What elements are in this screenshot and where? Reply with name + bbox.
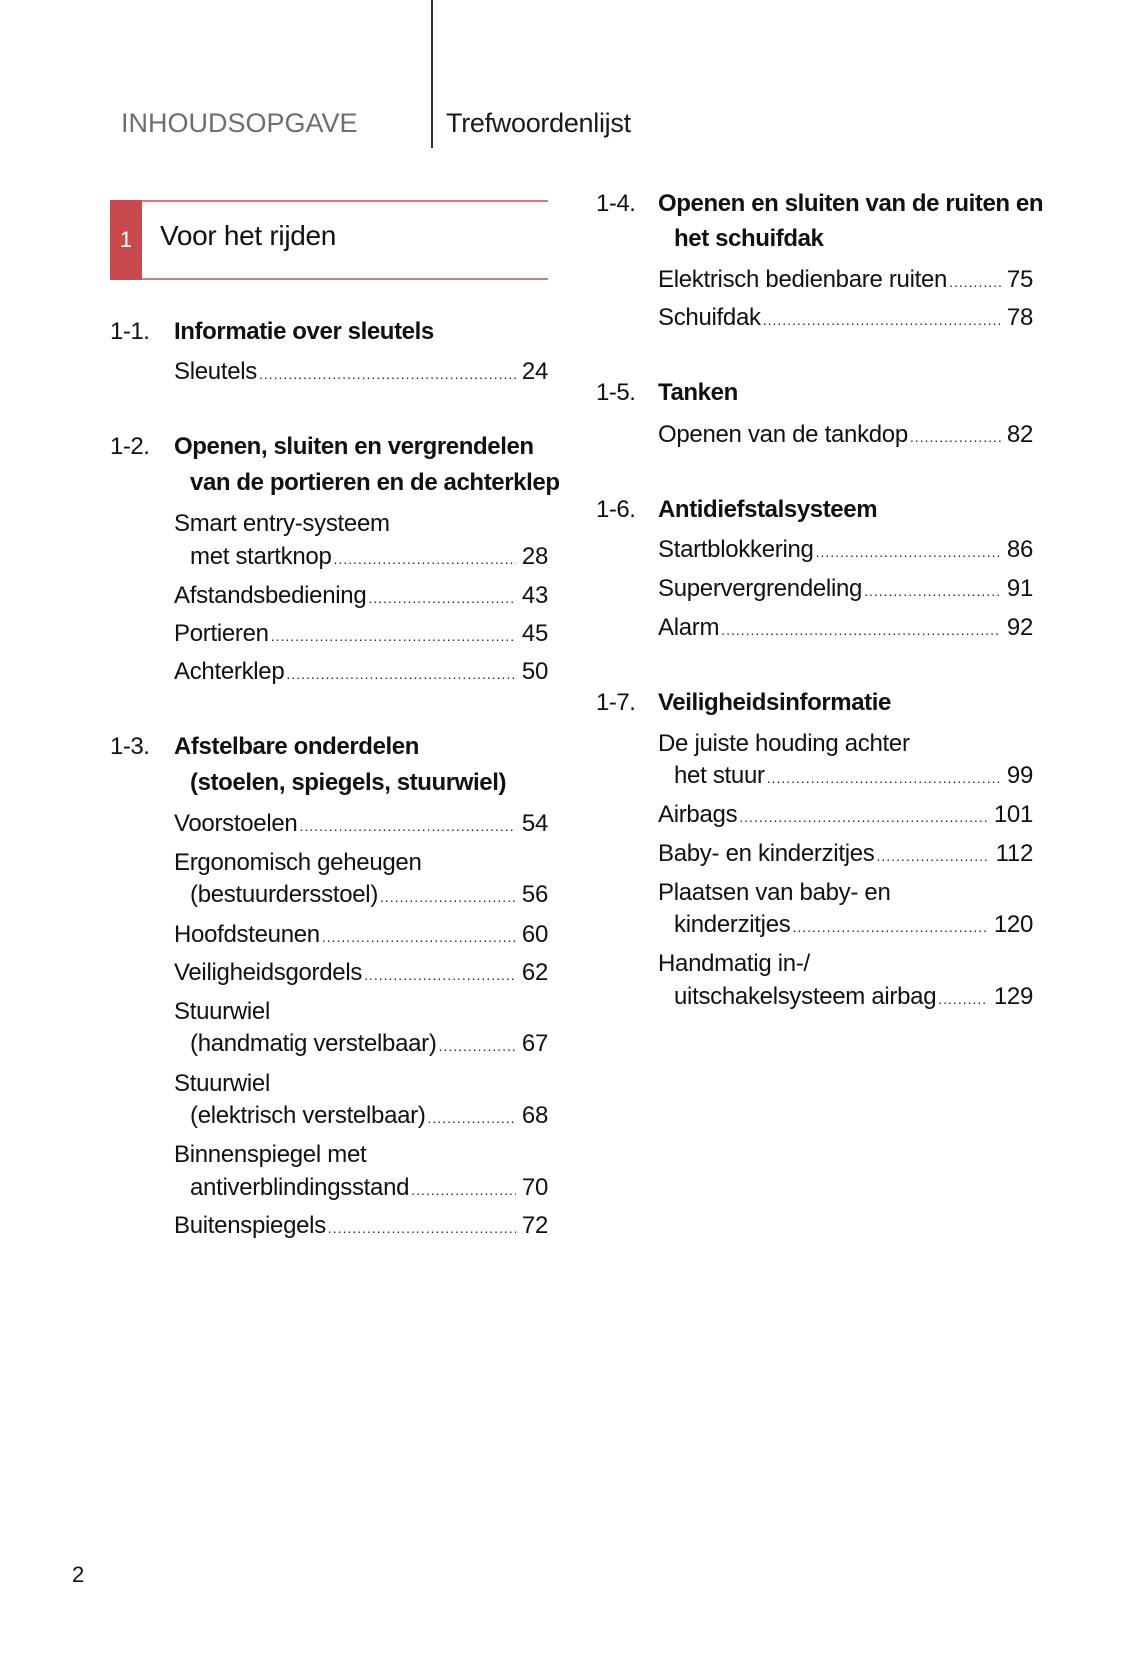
chapter-header [110,200,548,280]
entry-label: Stuurwiel [174,998,271,1025]
entry-page: 99 [1006,762,1033,789]
entry-label: antiverblindingsstand [190,1174,410,1201]
entry-page: 112 [995,840,1033,867]
leader-dots [259,366,516,382]
tab-index[interactable]: Trefwoordenlijst [446,108,631,138]
entry-page: 54 [521,810,548,837]
entry-label: Startblokkering [658,536,814,563]
chapter-title: Voor het rijden [160,220,337,251]
leader-dots [864,583,1001,599]
entry-label: (bestuurdersstoel) [190,881,379,908]
leader-dots [428,1110,516,1126]
entry-label: kinderzitjes [674,911,791,938]
entry-label: Alarm [658,614,720,641]
leader-dots [334,551,516,567]
entry-label: Sleutels [174,358,257,385]
entry-page: 68 [521,1102,548,1129]
leader-dots [364,967,516,983]
entry-label: Elektrisch bedienbare ruiten [658,266,948,293]
toc-entry[interactable] [174,582,548,610]
leader-dots [763,312,1001,328]
entry-label: Afstandsbediening [174,582,367,609]
chapter-bottom-rule [142,278,548,280]
entry-label: Voorstoelen [174,810,298,837]
leader-dots [380,889,516,905]
entry-label: Portieren [174,620,269,647]
entry-page: 60 [521,921,548,948]
entry-page: 101 [993,801,1033,828]
toc-entry[interactable] [190,1030,548,1058]
entry-label: Handmatig in-/ [658,950,810,977]
section-title[interactable]: Afstelbare onderdelen [174,733,419,760]
toc-entry[interactable] [658,840,1033,868]
entry-page: 120 [993,911,1033,938]
toc-entry[interactable] [174,658,548,686]
toc-entry[interactable] [174,921,548,949]
leader-dots [816,544,1001,560]
entry-page: 86 [1006,536,1033,563]
leader-dots [938,991,988,1007]
entry-page: 45 [521,620,548,647]
entry-label: het stuur [674,762,765,789]
entry-label: Stuurwiel [174,1070,271,1097]
section-title[interactable]: Tanken [658,379,738,406]
entry-label: uitschakelsysteem airbag [674,983,937,1010]
entry-page: 72 [521,1212,548,1239]
leader-dots [949,274,1001,290]
leader-dots [299,818,515,834]
chapter-number-badge: 1 [110,200,142,280]
entry-page: 62 [521,959,548,986]
toc-entry[interactable] [658,614,1033,642]
entry-label: Baby- en kinderzitjes [658,840,875,867]
header-divider [431,0,433,148]
leader-dots [721,622,1001,638]
entry-label: Achterklep [174,658,285,685]
section-number: 1-5. [596,379,636,406]
toc-entry[interactable] [174,620,548,648]
toc-entry[interactable] [658,304,1033,332]
leader-dots [739,809,988,825]
entry-page: 82 [1006,421,1033,448]
entry-label: Buitenspiegels [174,1212,326,1239]
entry-label: Ergonomisch geheugen [174,849,422,876]
entry-label: Binnenspiegel met [174,1141,367,1168]
entry-page: 56 [521,881,548,908]
entry-label: Veiligheidsgordels [174,959,363,986]
entry-label: Smart entry-systeem [174,510,390,537]
toc-entry[interactable] [658,536,1033,564]
entry-label: Supervergrendeling [658,575,863,602]
entry-page: 78 [1006,304,1033,331]
entry-label: Openen van de tankdop [658,421,908,448]
toc-entry[interactable] [658,421,1033,449]
section-title[interactable]: Openen en sluiten van de ruiten en [658,190,1044,217]
toc-entry[interactable] [190,543,548,571]
toc-entry[interactable] [174,358,548,386]
section-number: 1-6. [596,496,636,523]
section-number: 1-2. [110,433,150,460]
section-title[interactable]: Veiligheidsinformatie [658,689,891,716]
section-title-cont: (stoelen, spiegels, stuurwiel) [190,769,507,796]
entry-label: Schuifdak [658,304,761,331]
toc-entry[interactable] [174,810,548,838]
toc-entry[interactable] [190,1102,548,1130]
toc-entry[interactable] [190,881,548,909]
section-number: 1-3. [110,733,150,760]
entry-label: Plaatsen van baby- en [658,879,891,906]
toc-entry[interactable] [674,983,1033,1011]
section-title[interactable]: Informatie over sleutels [174,318,434,345]
entry-page: 50 [521,658,548,685]
chapter-top-rule [142,200,548,202]
section-title[interactable]: Openen, sluiten en vergrendelen [174,433,534,460]
entry-page: 24 [521,358,548,385]
entry-label: De juiste houding achter [658,730,910,757]
toc-entry[interactable] [658,266,1033,294]
section-title[interactable]: Antidiefstalsysteem [658,496,878,523]
toc-entry[interactable] [658,801,1033,829]
entry-page: 92 [1006,614,1033,641]
entry-label: Hoofdsteunen [174,921,320,948]
leader-dots [286,666,515,682]
leader-dots [910,429,1001,445]
section-title-cont: van de portieren en de achterklep [190,469,560,496]
toc-entry[interactable] [174,1212,548,1240]
toc-entry[interactable] [658,575,1033,603]
toc-entry[interactable] [190,1174,548,1202]
entry-page: 70 [521,1174,548,1201]
toc-entry[interactable] [674,911,1033,939]
entry-page: 75 [1006,266,1033,293]
leader-dots [876,848,989,864]
leader-dots [767,770,1001,786]
entry-page: 43 [521,582,548,609]
entry-page: 67 [521,1030,548,1057]
entry-page: 28 [521,543,548,570]
entry-label: met startknop [190,543,332,570]
entry-label: Airbags [658,801,738,828]
entry-page: 129 [993,983,1033,1010]
section-number: 1-1. [110,318,150,345]
leader-dots [411,1182,516,1198]
section-number: 1-4. [596,190,636,217]
leader-dots [271,628,516,644]
leader-dots [368,590,516,606]
toc-entry[interactable] [674,762,1033,790]
leader-dots [322,929,516,945]
toc-entry[interactable] [174,959,548,987]
leader-dots [328,1220,516,1236]
entry-label: (handmatig verstelbaar) [190,1030,437,1057]
entry-label: (elektrisch verstelbaar) [190,1102,426,1129]
tab-table-of-contents[interactable]: INHOUDSOPGAVE [121,108,358,138]
leader-dots [439,1038,516,1054]
entry-page: 91 [1006,575,1033,602]
section-title-cont: het schuifdak [674,225,824,252]
leader-dots [792,919,987,935]
page-number: 2 [72,1562,85,1587]
section-number: 1-7. [596,689,636,716]
